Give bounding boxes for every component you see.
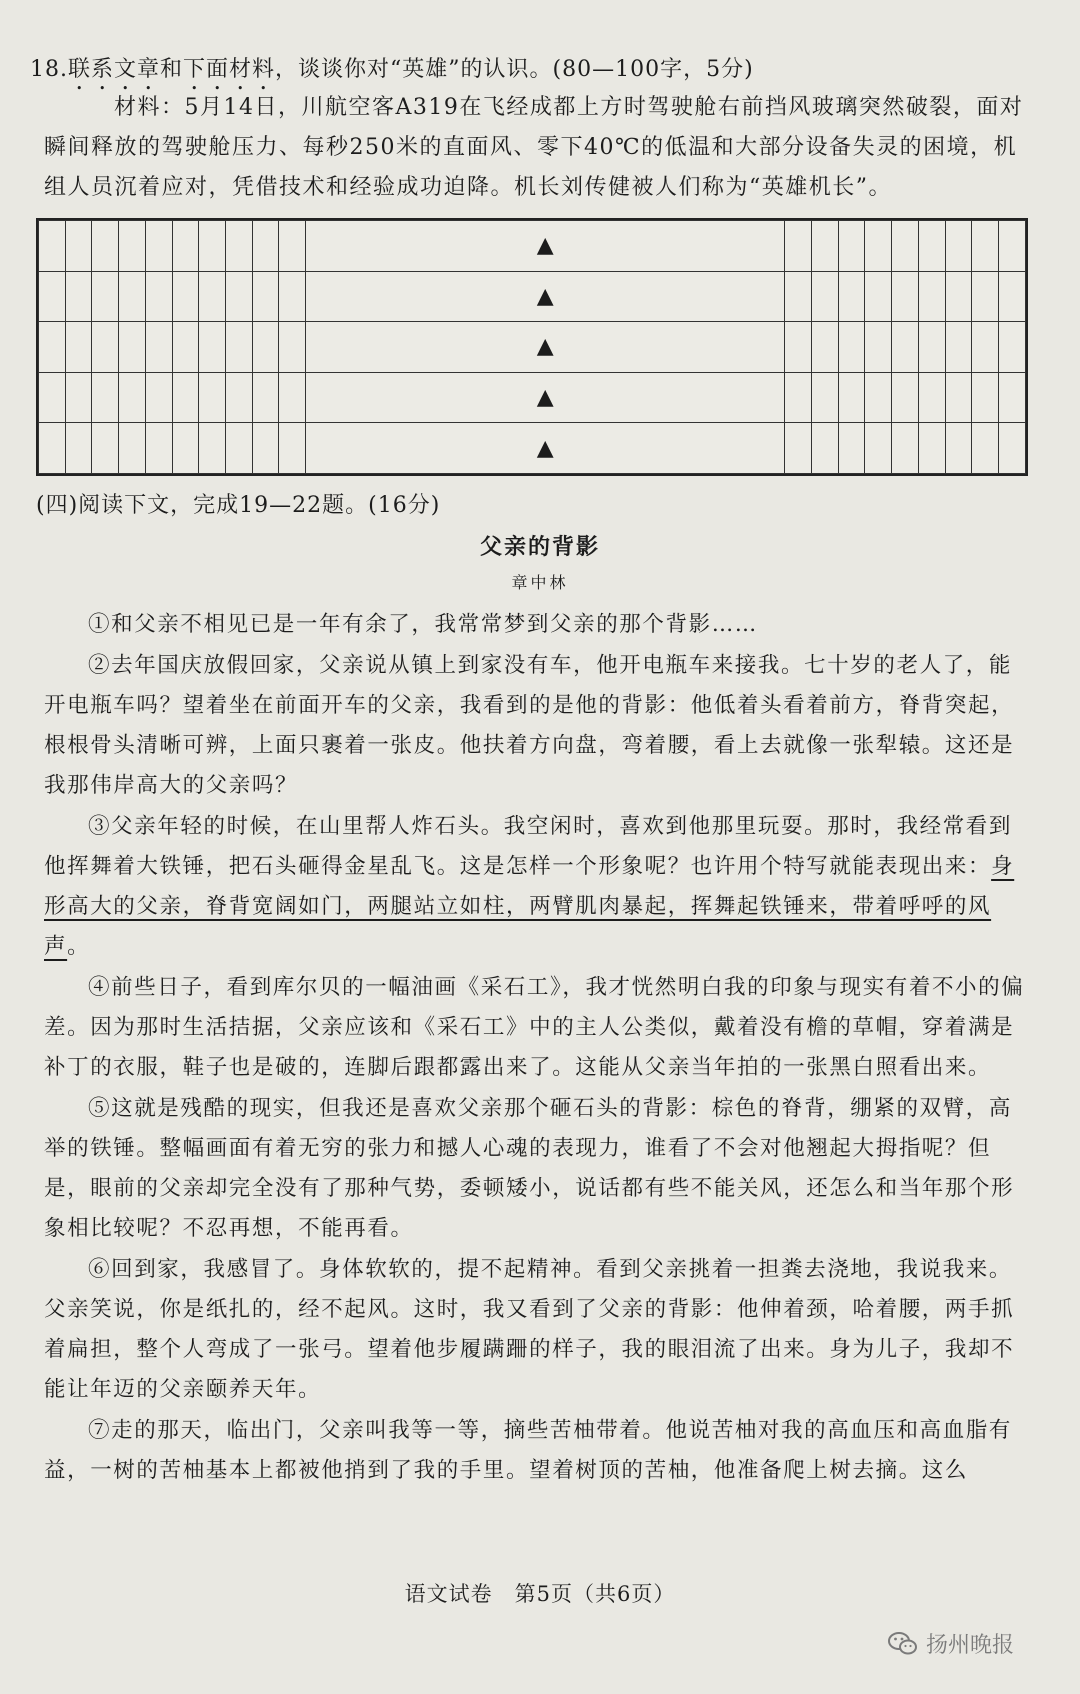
grid-cell[interactable] xyxy=(92,221,119,272)
grid-cell[interactable] xyxy=(811,271,838,322)
grid-cell[interactable] xyxy=(945,271,972,322)
grid-cell[interactable] xyxy=(279,322,306,373)
question-number: 18. xyxy=(30,57,68,82)
grid-cell[interactable] xyxy=(92,322,119,373)
paragraph-1: ①和父亲不相见已是一年有余了，我常常梦到父亲的那个背影…… xyxy=(88,612,758,637)
grid-cell[interactable] xyxy=(838,271,865,322)
grid-cell[interactable] xyxy=(145,372,172,423)
grid-cell[interactable] xyxy=(279,423,306,474)
emphasis-text: 下面材料 xyxy=(183,57,276,82)
wechat-icon xyxy=(888,1631,918,1657)
triangle-marker-icon: ▲ xyxy=(536,233,554,259)
underlined-sentence: 身形高大的父亲，脊背宽阔如门，两腿站立如柱，两臂肌肉暴起，挥舞起铁锤来，带着呼呼的风声 xyxy=(44,854,1015,959)
grid-row xyxy=(39,423,1026,474)
grid-cell[interactable] xyxy=(172,221,199,272)
grid-cell[interactable] xyxy=(119,423,146,474)
grid-cell[interactable] xyxy=(811,372,838,423)
question-text: 和 xyxy=(160,57,184,82)
grid-cell[interactable] xyxy=(918,423,945,474)
grid-cell[interactable] xyxy=(199,322,226,373)
grid-cell[interactable] xyxy=(199,271,226,322)
grid-cell[interactable] xyxy=(306,423,785,474)
grid-cell[interactable] xyxy=(172,322,199,373)
grid-cell[interactable] xyxy=(279,271,306,322)
grid-cell[interactable] xyxy=(865,271,892,322)
grid-cell[interactable] xyxy=(145,221,172,272)
article-author: 章中林 xyxy=(511,573,569,592)
paragraph-3-end: 。 xyxy=(67,934,91,959)
emphasis-text: 联系文章 xyxy=(68,57,161,82)
grid-cell[interactable] xyxy=(838,221,865,272)
grid-cell[interactable] xyxy=(999,271,1026,322)
paragraph-7: ⑦走的那天，临出门，父亲叫我等一等，摘些苦柚带着。他说苦柚对我的高血压和高血脂有益，一树的苦柚基本上都被他捎到了我的手里。望着树顶的苦柚，他准备爬上树去摘。这么 xyxy=(44,1418,1013,1483)
grid-cell[interactable] xyxy=(945,372,972,423)
section-heading: (四)阅读下文，完成19—22题。(16分) xyxy=(36,493,441,518)
grid-cell[interactable] xyxy=(865,423,892,474)
material-paragraph: 材料：5月14日，川航空客A319在飞经成都上方时驾驶舱右前挡风玻璃突然破裂，面对瞬间释放的驾驶舱压力、每秒250米的直面风、零下40℃的低温和大部分设备失灵的困境，机组人员沉着应对，凭借技术和经验成功迫降。机长刘传健被人们称为“英雄机长”。 xyxy=(44,95,1024,200)
grid-cell[interactable] xyxy=(811,221,838,272)
grid-cell[interactable] xyxy=(918,372,945,423)
question-text: ，谈谈你对“英雄”的认识。(80—100字，5分) xyxy=(275,57,754,82)
triangle-marker-icon: ▲ xyxy=(536,334,554,360)
grid-cell[interactable] xyxy=(306,221,785,272)
grid-cell[interactable] xyxy=(199,221,226,272)
grid-cell[interactable] xyxy=(92,271,119,322)
paragraph-6: ⑥回到家，我感冒了。身体软软的，提不起精神。看到父亲挑着一担粪去浇地，我说我来。父亲笑说，你是纸扎的，经不起风。这时，我又看到了父亲的背影：他伸着颈，哈着腰，两手抓着扁担，整个人弯成了一张弓。望着他步履蹒跚的样子，我的眼泪流了出来。身为儿子，我却不能让年迈的父亲颐养天年。 xyxy=(44,1257,1015,1402)
grid-cell[interactable] xyxy=(226,322,253,373)
grid-cell[interactable] xyxy=(172,423,199,474)
grid-row xyxy=(39,322,1026,373)
triangle-marker-icon: ▲ xyxy=(536,283,554,309)
grid-cell[interactable] xyxy=(252,221,279,272)
grid-cell[interactable] xyxy=(785,372,812,423)
grid-cell[interactable] xyxy=(999,423,1026,474)
grid-cell[interactable] xyxy=(172,372,199,423)
grid-cell[interactable] xyxy=(252,372,279,423)
grid-cell[interactable] xyxy=(999,372,1026,423)
grid-cell[interactable] xyxy=(39,221,66,272)
grid-cell[interactable] xyxy=(892,322,919,373)
grid-cell[interactable] xyxy=(945,221,972,272)
grid-cell[interactable] xyxy=(306,322,785,373)
grid-cell[interactable] xyxy=(999,322,1026,373)
grid-cell[interactable] xyxy=(119,372,146,423)
grid-row xyxy=(39,271,1026,322)
grid-cell[interactable] xyxy=(785,423,812,474)
grid-cell[interactable] xyxy=(39,322,66,373)
watermark-text: 扬州晚报 xyxy=(926,1633,1015,1658)
grid-cell[interactable] xyxy=(865,322,892,373)
grid-cell[interactable] xyxy=(226,372,253,423)
grid-cell[interactable] xyxy=(199,372,226,423)
grid-row xyxy=(39,221,1026,272)
grid-cell[interactable] xyxy=(838,423,865,474)
grid-cell[interactable] xyxy=(838,372,865,423)
grid-cell[interactable] xyxy=(972,372,999,423)
grid-cell[interactable] xyxy=(199,423,226,474)
grid-cell[interactable] xyxy=(892,221,919,272)
grid-cell[interactable] xyxy=(119,221,146,272)
grid-cell[interactable] xyxy=(972,271,999,322)
grid-cell[interactable] xyxy=(92,372,119,423)
grid-cell[interactable] xyxy=(892,372,919,423)
grid-cell[interactable] xyxy=(865,372,892,423)
grid-cell[interactable] xyxy=(252,423,279,474)
grid-cell[interactable] xyxy=(945,423,972,474)
grid-cell[interactable] xyxy=(279,221,306,272)
grid-cell[interactable] xyxy=(892,271,919,322)
grid-cell[interactable] xyxy=(945,322,972,373)
grid-row xyxy=(39,372,1026,423)
grid-cell[interactable] xyxy=(39,423,66,474)
paragraph-2: ②去年国庆放假回家，父亲说从镇上到家没有车，他开电瓶车来接我。七十岁的老人了，能开电瓶车吗？望着坐在前面开车的父亲，我看到的是他的背影：他低着头看着前方，脊背突起，根根骨头清晰可辨，上面只裹着一张皮。他扶着方向盘，弯着腰，看上去就像一张犁辕。这还是我那伟岸高大的父亲吗？ xyxy=(44,653,1015,798)
grid-cell[interactable] xyxy=(39,372,66,423)
page-footer: 语文试卷 第5页（共6页） xyxy=(404,1582,676,1606)
grid-cell[interactable] xyxy=(39,271,66,322)
grid-cell[interactable] xyxy=(892,423,919,474)
grid-cell[interactable] xyxy=(65,423,92,474)
grid-cell[interactable] xyxy=(306,372,785,423)
grid-cell[interactable] xyxy=(92,423,119,474)
grid-cell[interactable] xyxy=(65,271,92,322)
triangle-marker-icon: ▲ xyxy=(536,435,554,461)
grid-cell[interactable] xyxy=(838,322,865,373)
grid-cell[interactable] xyxy=(145,271,172,322)
grid-cell[interactable] xyxy=(999,221,1026,272)
grid-cell[interactable] xyxy=(306,271,785,322)
grid-cell[interactable] xyxy=(119,322,146,373)
grid-cell[interactable] xyxy=(918,271,945,322)
answer-grid-table xyxy=(38,220,1026,474)
grid-cell[interactable] xyxy=(865,221,892,272)
grid-cell[interactable] xyxy=(279,372,306,423)
grid-cell[interactable] xyxy=(972,423,999,474)
article-body xyxy=(44,605,1034,1492)
grid-cell[interactable] xyxy=(785,271,812,322)
grid-cell[interactable] xyxy=(972,322,999,373)
grid-cell[interactable] xyxy=(972,221,999,272)
paragraph-3-text: ③父亲年轻的时候，在山里帮人炸石头。我空闲时，喜欢到他那里玩耍。那时，我经常看到他挥舞着大铁锤，把石头砸得金星乱飞。这是怎样一个形象呢？也许用个特写就能表现出来： xyxy=(44,814,1013,879)
grid-cell[interactable] xyxy=(145,423,172,474)
article-title: 父亲的背影 xyxy=(479,534,600,560)
paragraph-4: ④前些日子，看到库尔贝的一幅油画《采石工》，我才恍然明白我的印象与现实有着不小的偏差。因为那时生活拮据，父亲应该和《采石工》中的主人公类似，戴着没有檐的草帽，穿着满是补丁的衣服，鞋子也是破的，连脚后跟都露出来了。这能从父亲当年拍的一张黑白照看出来。 xyxy=(44,975,1025,1080)
grid-cell[interactable] xyxy=(811,322,838,373)
triangle-marker-icon: ▲ xyxy=(536,385,554,411)
grid-cell[interactable] xyxy=(252,322,279,373)
grid-cell[interactable] xyxy=(226,423,253,474)
grid-cell[interactable] xyxy=(918,322,945,373)
grid-cell[interactable] xyxy=(119,271,146,322)
grid-cell[interactable] xyxy=(252,271,279,322)
grid-cell[interactable] xyxy=(65,221,92,272)
grid-cell[interactable] xyxy=(918,221,945,272)
paragraph-3 xyxy=(44,807,1034,967)
grid-cell[interactable] xyxy=(811,423,838,474)
paragraph-5: ⑤这就是残酷的现实，但我还是喜欢父亲那个砸石头的背影：棕色的脊背，绷紧的双臂，高举的铁锤。整幅画面有着无穷的张力和撼人心魂的表现力，谁看了不会对他翘起大拇指呢？但是，眼前的父亲却完全没有了那种气势，委顿矮小，说话都有些不能关风，还怎么和当年那个形象相比较呢？不忍再想，不能再看。 xyxy=(44,1096,1015,1241)
grid-cell[interactable] xyxy=(65,372,92,423)
grid-cell[interactable] xyxy=(172,271,199,322)
grid-cell[interactable] xyxy=(226,271,253,322)
grid-cell[interactable] xyxy=(145,322,172,373)
grid-cell[interactable] xyxy=(785,322,812,373)
grid-cell[interactable] xyxy=(226,221,253,272)
grid-cell[interactable] xyxy=(65,322,92,373)
watermark xyxy=(888,1628,1014,1659)
answer-grid[interactable] xyxy=(36,218,1028,476)
grid-cell[interactable] xyxy=(785,221,812,272)
